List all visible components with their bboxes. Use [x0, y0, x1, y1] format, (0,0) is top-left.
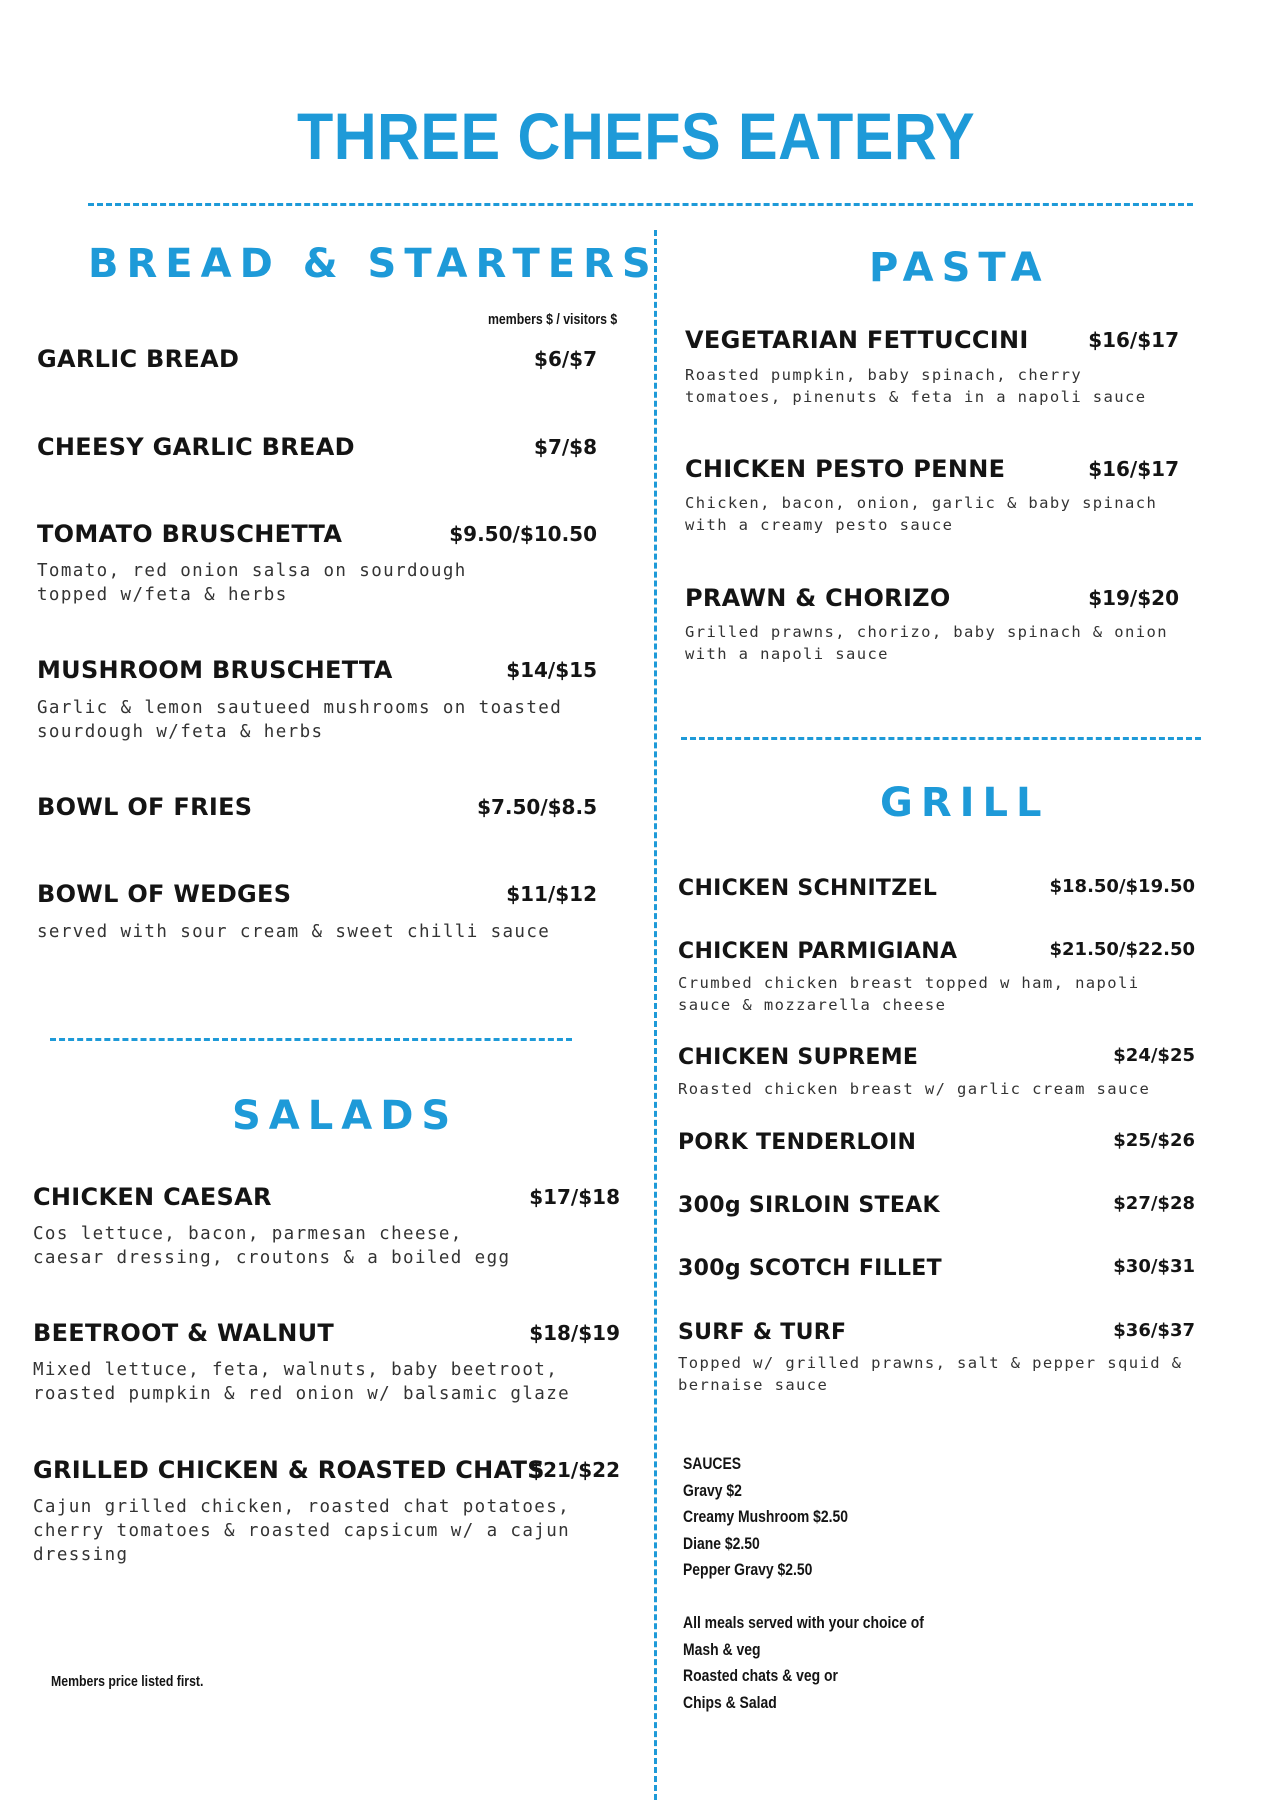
item-name: PRAWN & CHORIZO — [685, 584, 951, 612]
item-price: $17/$18 — [529, 1185, 620, 1209]
item-price: $6/$7 — [534, 347, 597, 371]
item-price: $21.50/$22.50 — [1049, 939, 1195, 960]
sauce-item: Pepper Gravy $2.50 — [683, 1560, 813, 1579]
item-description — [33, 1222, 510, 1270]
description-line: Mixed lettuce, feta, walnuts, baby beetroot, — [33, 1360, 559, 1380]
item-name: MUSHROOM BRUSCHETTA — [37, 656, 393, 684]
item-price: $16/$17 — [1088, 328, 1179, 352]
description-line: cherry tomatoes & roasted capsicum w/ a cajun — [33, 1521, 571, 1541]
description-line: with a creamy pesto sauce — [685, 516, 954, 534]
item-price: $18/$19 — [529, 1321, 620, 1345]
item-price: $36/$37 — [1113, 1320, 1195, 1341]
sides-note-block — [683, 1610, 977, 1716]
item-price: $7.50/$8.5 — [477, 795, 597, 819]
sides-note-line: Roasted chats & veg or — [683, 1666, 838, 1685]
members-price-note: Members price listed first. — [51, 1673, 204, 1690]
sauce-item: Gravy $2 — [683, 1480, 742, 1500]
item-description — [685, 492, 1157, 536]
sides-note-line: Chips & Salad — [683, 1692, 777, 1712]
description-line: bernaise sauce — [678, 1376, 829, 1394]
item-price: $11/$12 — [506, 882, 597, 906]
item-description — [33, 1495, 570, 1567]
description-line: Cajun grilled chicken, roasted chat potatoes, — [33, 1497, 571, 1517]
item-description — [37, 696, 562, 744]
item-name: TOMATO BRUSCHETTA — [37, 520, 343, 548]
item-price: $9.50/$10.50 — [449, 522, 597, 546]
item-name: CHICKEN PESTO PENNE — [685, 455, 1006, 483]
section-heading-pasta: PASTA — [869, 245, 1050, 291]
item-price: $14/$15 — [506, 658, 597, 682]
item-price: $25/$26 — [1113, 1130, 1195, 1151]
description-line: sauce & mozzarella cheese — [678, 996, 947, 1014]
item-name: CHEESY GARLIC BREAD — [37, 433, 355, 461]
description-line: Garlic & lemon sautueed mushrooms on toasted — [37, 698, 563, 718]
description-line: Roasted pumpkin, baby spinach, cherry — [685, 366, 1083, 384]
item-name: CHICKEN SCHNITZEL — [678, 876, 938, 901]
item-price: $24/$25 — [1113, 1045, 1195, 1066]
item-price: $16/$17 — [1088, 457, 1179, 481]
item-price: $18.50/$19.50 — [1049, 876, 1195, 897]
item-name: PORK TENDERLOIN — [678, 1130, 917, 1155]
sides-note-line: All meals served with your choice of — [683, 1613, 924, 1632]
item-name: CHICKEN CAESAR — [33, 1183, 272, 1211]
description-line: roasted pumpkin & red onion w/ balsamic glaze — [33, 1384, 571, 1404]
description-line: Cos lettuce, bacon, parmesan cheese, — [33, 1224, 463, 1244]
sauces-heading: SAUCES — [683, 1454, 742, 1473]
sauce-item: Creamy Mushroom $2.50 — [683, 1507, 849, 1526]
description-line: tomatoes, pinenuts & feta in a napoli sauce — [685, 388, 1147, 406]
item-description — [37, 559, 467, 607]
item-price: $19/$20 — [1088, 586, 1179, 610]
item-price: $7/$8 — [534, 435, 597, 459]
description-line: Grilled prawns, chorizo, baby spinach & onion — [685, 623, 1168, 641]
item-name: CHICKEN SUPREME — [678, 1045, 919, 1070]
item-price: $30/$31 — [1113, 1256, 1195, 1277]
item-name: BOWL OF FRIES — [37, 793, 253, 821]
item-description — [37, 920, 550, 944]
description-line: Topped w/ grilled prawns, salt & pepper squid & — [678, 1354, 1183, 1372]
description-line: topped w/feta & herbs — [37, 585, 288, 605]
sauces-block — [683, 1451, 884, 1584]
item-name: VEGETARIAN FETTUCCINI — [685, 326, 1029, 354]
restaurant-title: THREE CHEFS EATERY — [296, 99, 976, 173]
item-description — [678, 1352, 1182, 1396]
description-line: Tomato, red onion salsa on sourdough — [37, 561, 467, 581]
item-description — [678, 972, 1139, 1016]
price-legend: members $ / visitors $ — [488, 311, 618, 328]
description-line: caesar dressing, croutons & a boiled egg — [33, 1248, 511, 1268]
section-heading-grill: GRILL — [880, 780, 1050, 826]
item-name: 300g SIRLOIN STEAK — [678, 1193, 940, 1218]
description-line: served with sour cream & sweet chilli sauce — [37, 922, 551, 942]
sides-note-line: Mash & veg — [683, 1639, 761, 1659]
item-description — [678, 1078, 1150, 1100]
description-line: Crumbed chicken breast topped w ham, napoli — [678, 974, 1140, 992]
item-name: 300g SCOTCH FILLET — [678, 1256, 942, 1281]
description-line: sourdough w/feta & herbs — [37, 722, 324, 742]
item-price: $27/$28 — [1113, 1193, 1195, 1214]
item-description — [33, 1358, 570, 1406]
description-line: with a napoli sauce — [685, 645, 889, 663]
item-price: $21/$22 — [529, 1458, 620, 1482]
item-name: BOWL OF WEDGES — [37, 880, 292, 908]
divider-starters-salads — [50, 1038, 572, 1041]
item-name: GARLIC BREAD — [37, 345, 240, 373]
item-name: GRILLED CHICKEN & ROASTED CHATS — [33, 1456, 545, 1484]
description-line: dressing — [33, 1545, 129, 1565]
item-description — [685, 621, 1168, 665]
item-description — [685, 364, 1146, 408]
sauce-item: Diane $2.50 — [683, 1533, 760, 1553]
description-line: Roasted chicken breast w/ garlic cream sauce — [678, 1080, 1151, 1098]
item-name: SURF & TURF — [678, 1320, 847, 1345]
item-name: BEETROOT & WALNUT — [33, 1319, 335, 1347]
divider-top — [88, 203, 1193, 206]
description-line: Chicken, bacon, onion, garlic & baby spinach — [685, 494, 1158, 512]
divider-center — [654, 230, 657, 1800]
divider-pasta-grill — [681, 737, 1201, 740]
item-name: CHICKEN PARMIGIANA — [678, 939, 958, 964]
section-heading-starters: BREAD & STARTERS — [88, 241, 659, 287]
section-heading-salads: SALADS — [232, 1093, 459, 1139]
